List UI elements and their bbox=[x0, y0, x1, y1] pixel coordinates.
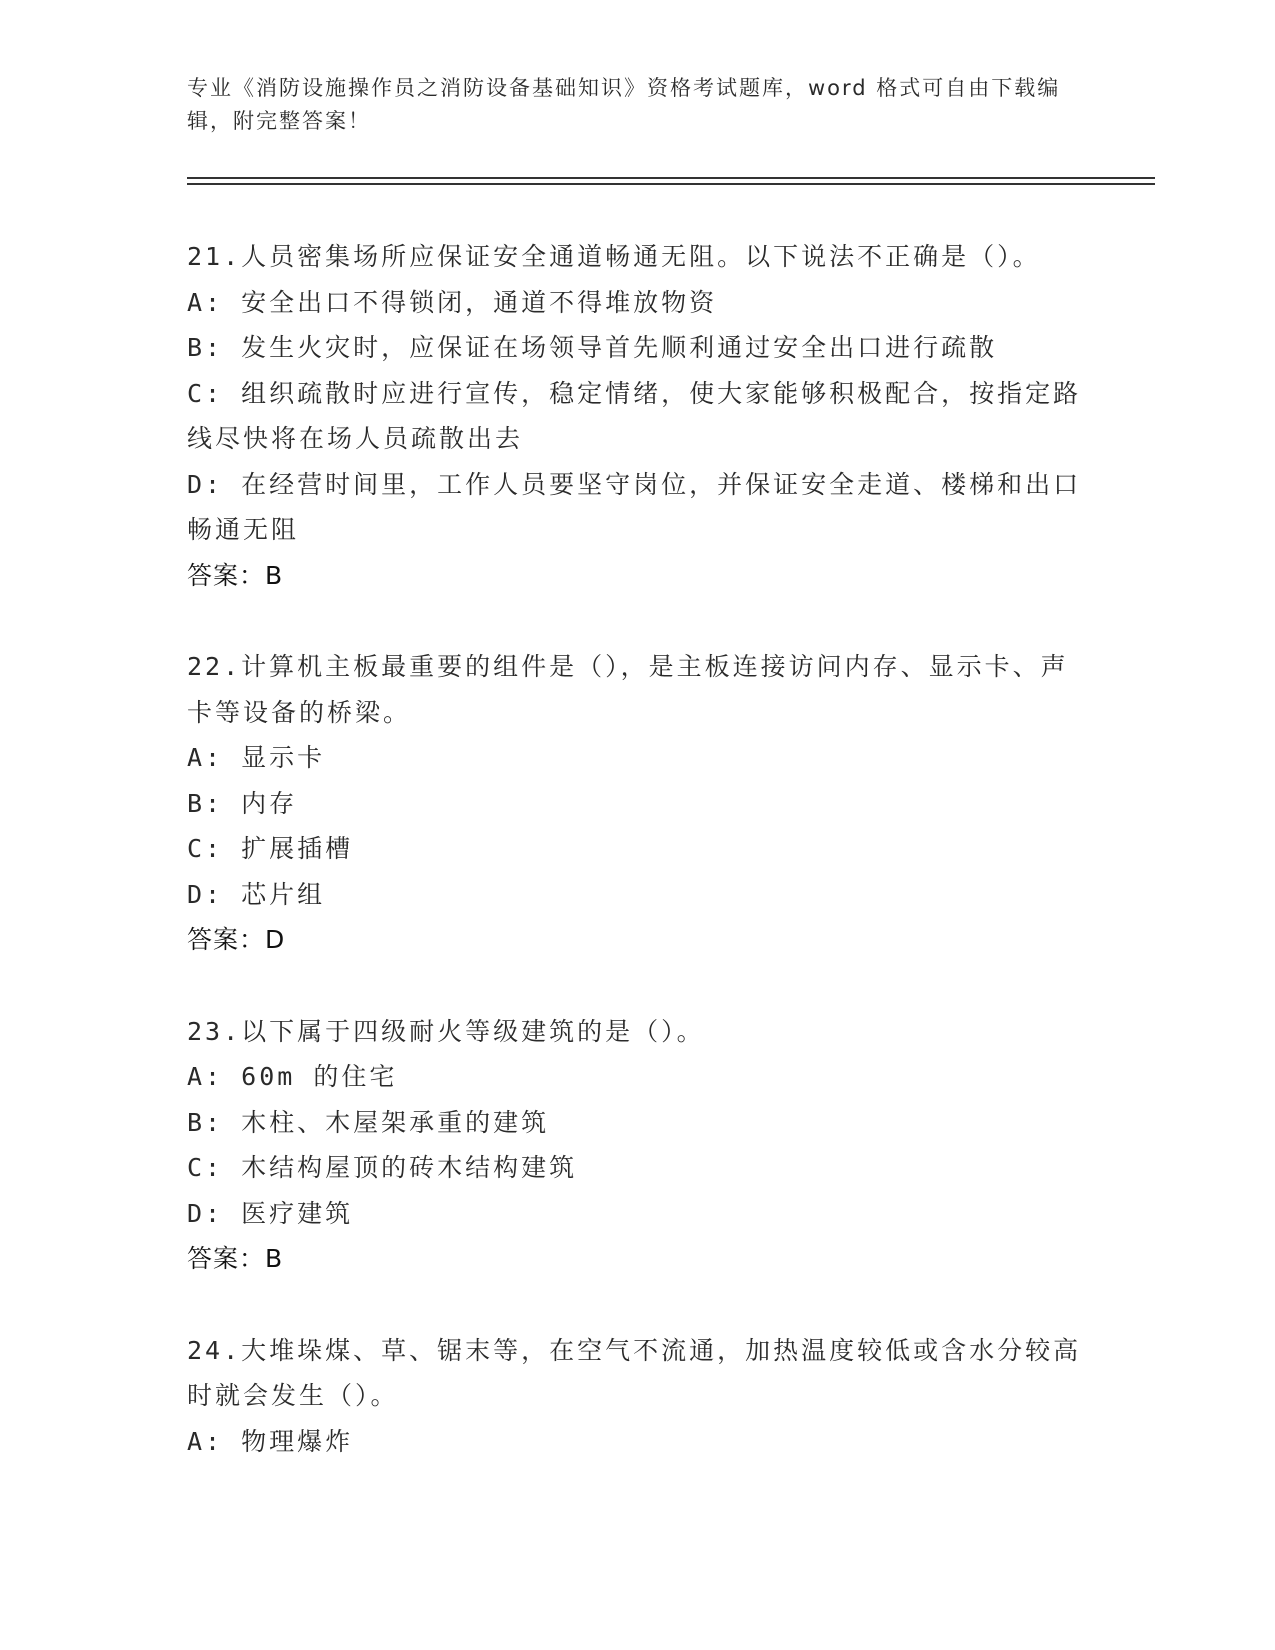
option-b: B: 发生火灾时，应保证在场领导首先顺利通过安全出口进行疏散 bbox=[187, 333, 998, 362]
question-list bbox=[187, 234, 1087, 1510]
header-text: 专业《消防设施操作员之消防设备基础知识》资格考试题库，word 格式可自由下载编辑，附完整答案！ bbox=[187, 76, 1061, 133]
option-b: B: 木柱、木屋架承重的建筑 bbox=[187, 1107, 550, 1137]
answer-line: 答案：B bbox=[187, 560, 284, 590]
answer-line: 答案：B bbox=[187, 1244, 284, 1273]
option-c: C: 木结构屋顶的砖木结构建筑 bbox=[187, 1153, 578, 1182]
option-a: A: 安全出口不得锁闭，通道不得堆放物资 bbox=[187, 287, 718, 317]
question-21 bbox=[187, 234, 1087, 598]
option-d: D: 在经营时间里，工作人员要坚守岗位，并保证安全走道、楼梯和出口畅通无阻 bbox=[187, 469, 1082, 544]
document-header bbox=[187, 72, 1077, 138]
question-stem: 22.计算机主板最重要的组件是（），是主板连接访问内存、显示卡、声卡等设备的桥梁。 bbox=[187, 652, 1069, 727]
question-stem: 23.以下属于四级耐火等级建筑的是（）。 bbox=[187, 1016, 705, 1046]
option-a: A: 物理爆炸 bbox=[187, 1426, 354, 1456]
option-c: C: 组织疏散时应进行宣传，稳定情绪，使大家能够积极配合，按指定路线尽快将在场人员疏散出去 bbox=[187, 378, 1082, 453]
answer-line: 答案：D bbox=[187, 925, 286, 954]
header-divider-bottom bbox=[187, 183, 1155, 185]
question-24 bbox=[187, 1328, 1087, 1465]
question-22 bbox=[187, 644, 1087, 963]
option-a: A: 60m 的住宅 bbox=[187, 1062, 398, 1091]
header-divider-top bbox=[187, 177, 1155, 179]
option-d: D: 医疗建筑 bbox=[187, 1198, 354, 1228]
question-stem: 24.大堆垛煤、草、锯末等，在空气不流通，加热温度较低或含水分较高时就会发生（）。 bbox=[187, 1335, 1082, 1410]
question-23 bbox=[187, 1009, 1087, 1282]
option-b: B: 内存 bbox=[187, 788, 298, 818]
option-d: D: 芯片组 bbox=[187, 879, 326, 909]
option-a: A: 显示卡 bbox=[187, 743, 326, 772]
question-stem: 21.人员密集场所应保证安全通道畅通无阻。以下说法不正确是（）。 bbox=[187, 242, 1041, 271]
option-c: C: 扩展插槽 bbox=[187, 834, 354, 863]
